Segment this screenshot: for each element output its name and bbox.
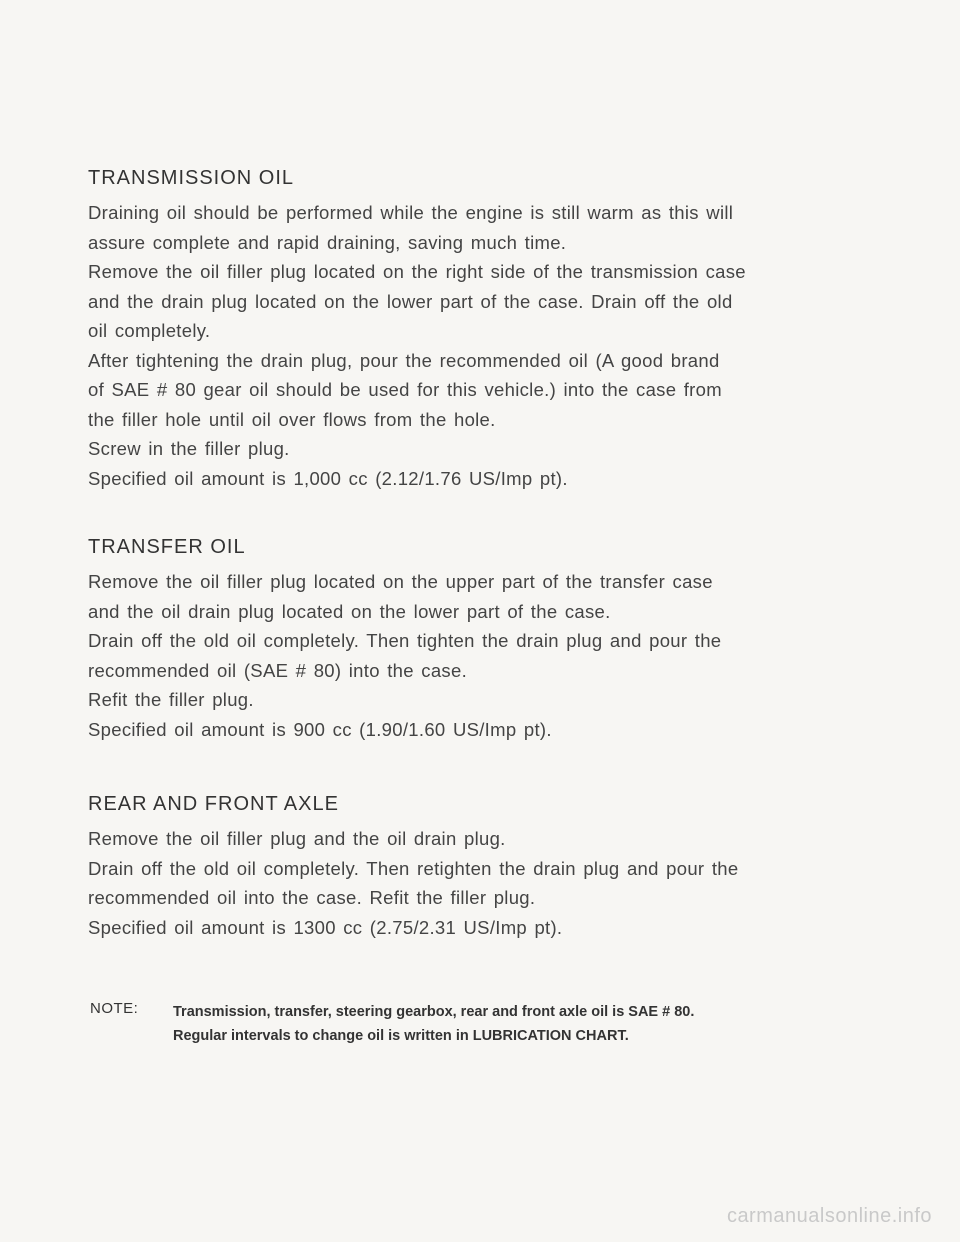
note-text xyxy=(173,1000,893,1048)
paragraph-line: Drain off the old oil completely. Then tighten the drain plug and pour the xyxy=(88,630,722,651)
paragraph-line: recommended oil (SAE # 80) into the case. xyxy=(88,659,468,681)
paragraph-line: the filler hole until oil over flows from the hole. xyxy=(88,408,496,430)
note-line: Regular intervals to change oil is written in LUBRICATION CHART. xyxy=(173,1028,629,1044)
section-heading: TRANSFER OIL xyxy=(88,536,246,558)
paragraph-line: Specified oil amount is 1300 cc (2.75/2.31 US/Imp pt). xyxy=(88,916,563,938)
paragraph-line: and the drain plug located on the lower part of the case. Drain off the old xyxy=(88,290,733,312)
watermark: carmanualsonline.info xyxy=(726,1205,932,1227)
section-rear-front-axle xyxy=(88,792,888,942)
section-transfer-oil xyxy=(88,535,888,744)
paragraph-line: Specified oil amount is 1,000 cc (2.12/1.76 US/Imp pt). xyxy=(88,467,568,489)
paragraph-line: Remove the oil filler plug and the oil drain plug. xyxy=(88,828,506,849)
paragraph-line: Refit the filler plug. xyxy=(88,689,254,710)
note-line: Transmission, transfer, steering gearbox, rear and front axle oil is SAE # 80. xyxy=(173,1004,695,1020)
paragraph-line: Specified oil amount is 900 cc (1.90/1.60 US/Imp pt). xyxy=(88,718,552,740)
section-transmission-oil xyxy=(88,166,888,493)
paragraph-line: Draining oil should be performed while the engine is still warm as this will xyxy=(88,202,734,223)
paragraph-line: Screw in the filler plug. xyxy=(88,438,290,459)
paragraph-line: recommended oil into the case. Refit the filler plug. xyxy=(88,887,536,908)
paragraph-line: and the oil drain plug located on the lower part of the case. xyxy=(88,600,611,622)
section-heading: TRANSMISSION OIL xyxy=(88,167,295,189)
paragraph-line: Remove the oil filler plug located on the right side of the transmission case xyxy=(88,261,746,282)
paragraph-line: Drain off the old oil completely. Then retighten the drain plug and pour the xyxy=(88,857,739,879)
paragraph-line: After tightening the drain plug, pour the recommended oil (A good brand xyxy=(88,349,720,371)
paragraph-line: of SAE # 80 gear oil should be used for this vehicle.) into the case from xyxy=(88,379,722,400)
paragraph-line: assure complete and rapid draining, saving much time. xyxy=(88,231,567,253)
paragraph-line: oil completely. xyxy=(88,320,211,341)
section-heading: REAR AND FRONT AXLE xyxy=(88,793,339,815)
note-label: NOTE: xyxy=(90,1000,139,1017)
paragraph-line: Remove the oil filler plug located on the upper part of the transfer case xyxy=(88,571,713,592)
